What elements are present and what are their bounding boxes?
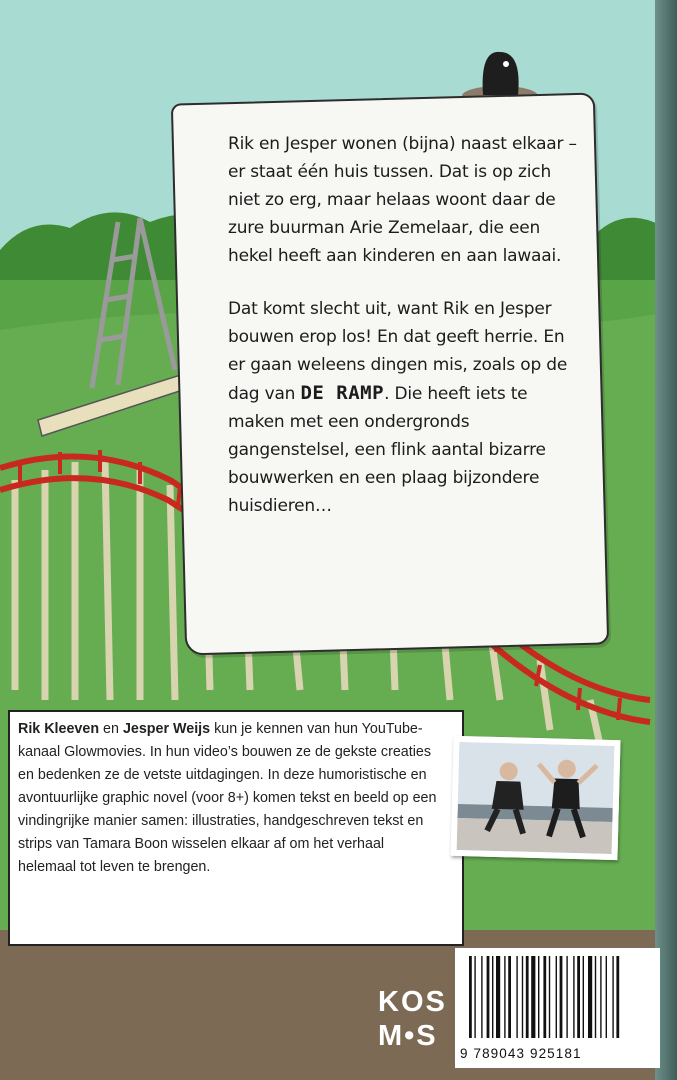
barcode-bar [606, 956, 607, 1038]
de-ramp-highlight: DE RAMP [300, 382, 385, 404]
blurb-paragraph-2-before: Dat komt slecht uit, want Rik en Jesper bouwen erop los! En dat geeft herrie. En er gaan weleens dingen mis, zoals op de dag van [228, 299, 568, 404]
barcode-bar [522, 956, 523, 1038]
bio-body: kun je kennen van hun YouTube-kanaal Glowmovies. In hun video’s bouwen ze de gekste creaties en bedenken ze de vetste uitdagingen. In deze humoristische en avontuurlijke graphic novel (voor 8+) komen tekst en beeld op een vindingrijke manier samen: illustraties, handgeschreven tekst en strips van Tamara Boon wisselen elkaar af om het verhaal helemaal tot leven te brengen. [18, 721, 437, 875]
author-1-name: Rik Kleeven [18, 721, 100, 737]
blurb-paragraph-2 [228, 295, 578, 520]
barcode-bar [526, 956, 529, 1038]
barcode-bar [583, 956, 584, 1038]
barcode-bar [496, 956, 500, 1038]
book-spine-edge [655, 0, 677, 1080]
blurb-text [228, 130, 578, 545]
barcode-bar [549, 956, 550, 1038]
barcode-bars [455, 948, 660, 1046]
barcode-bar [469, 956, 472, 1038]
barcode-bar [543, 956, 546, 1038]
barcode-bar [556, 956, 557, 1038]
barcode-bar [573, 956, 574, 1038]
barcode-bar [516, 956, 517, 1038]
barcode-bar [492, 956, 493, 1038]
barcode-bar [504, 956, 505, 1038]
barcode-bar [560, 956, 563, 1038]
author-2-name: Jesper Weijs [122, 721, 211, 737]
barcode-bar [531, 956, 535, 1038]
publisher-logo-line-1: KOS [378, 986, 447, 1018]
barcode-bar [616, 956, 619, 1038]
barcode-bar [481, 956, 482, 1038]
publisher-logo-line-2: M•S [378, 1020, 438, 1052]
publisher-logo [378, 985, 448, 1053]
blurb-paragraph-2-after: . Die heeft iets te maken met een ondergronds gangenstelsel, een flink aantal bizarre bouwwerken en een plaag bijzondere huisdieren… [228, 384, 546, 516]
author-connector: en [103, 721, 119, 737]
barcode-bar [538, 956, 539, 1038]
author-bio-text [18, 718, 438, 879]
barcode-bar [600, 956, 601, 1038]
barcode-bar [588, 956, 592, 1038]
barcode-bar [474, 956, 475, 1038]
barcode-bar [595, 956, 596, 1038]
barcode-bar [577, 956, 580, 1038]
isbn-number: 9 789043 925181 [460, 1046, 582, 1061]
barcode-bar [508, 956, 511, 1038]
authors-photo [450, 736, 620, 860]
barcode-bar [612, 956, 613, 1038]
barcode-bar [566, 956, 567, 1038]
barcode-bar [487, 956, 490, 1038]
blurb-paragraph-1: Rik en Jesper wonen (bijna) naast elkaar – er staat één huis tussen. Dat is op zich niet zo erg, maar helaas woont daar de zure buurman Arie Zemelaar, die een hekel heeft aan kinderen en aan lawaai. [228, 134, 577, 266]
